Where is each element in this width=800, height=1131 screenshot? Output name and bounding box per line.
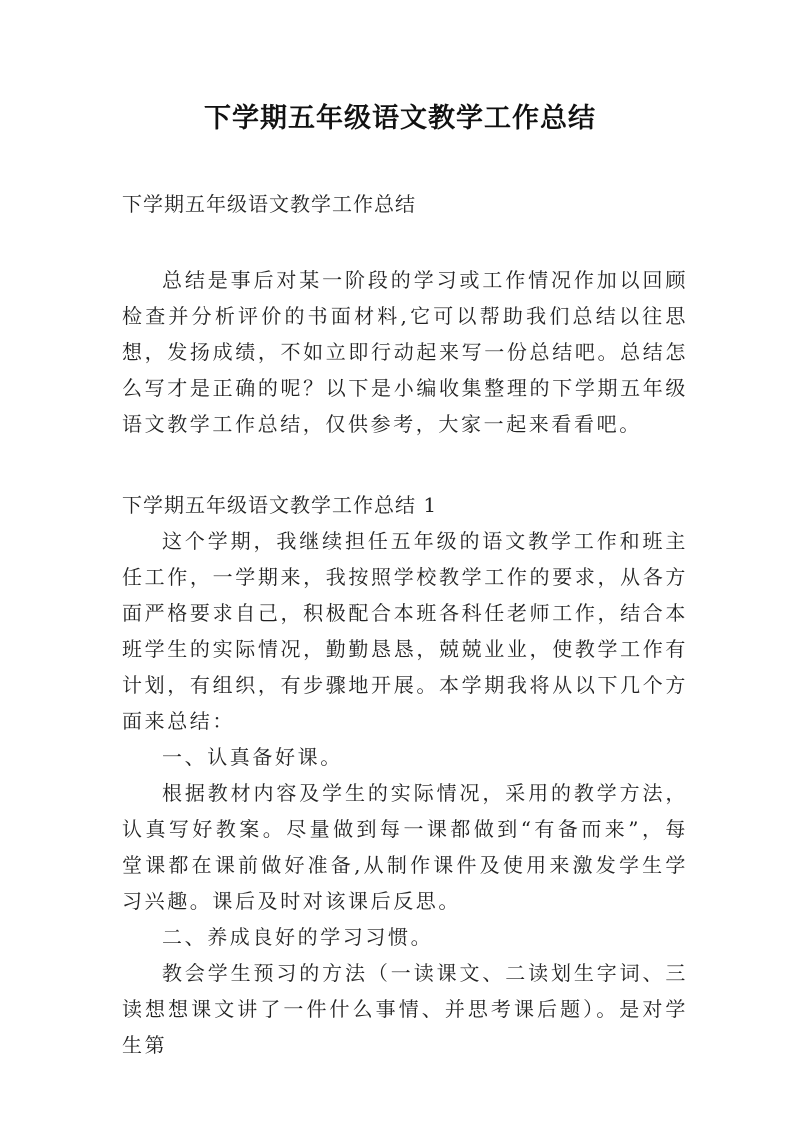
subheading: 一、认真备好课。 xyxy=(162,745,343,769)
paragraph: 根据教材内容及学生的实际情况，采用的教学方法，认真写好教案。尽量做到每一课都做到“有备而来”，每堂课都在课前做好准备,从制作课件及使用来激发学生学习兴趣。课后及时对该课后反思。 xyxy=(122,781,688,913)
document-subtitle: 下学期五年级语文教学工作总结 xyxy=(122,192,416,216)
subheading: 二、养成良好的学习习惯。 xyxy=(162,925,434,949)
document-title: 下学期五年级语文教学工作总结 xyxy=(204,103,596,134)
intro-paragraph: 总结是事后对某一阶段的学习或工作情况作加以回顾检查并分析评价的书面材料,它可以帮助我们总结以往思想，发扬成绩，不如立即行动起来写一份总结吧。总结怎么写才是正确的呢？以下是小编收集整理的下学期五年级语文教学工作总结，仅供参考，大家一起来看看吧。 xyxy=(122,268,688,436)
section-heading: 下学期五年级语文教学工作总结 1 xyxy=(122,493,438,517)
paragraph: 这个学期，我继续担任五年级的语文教学工作和班主任工作，一学期来，我按照学校教学工作的要求，从各方面严格要求自己，积极配合本班各科任老师工作，结合本班学生的实际情况，勤勤恳恳，兢兢业业，使教学工作有计划，有组织，有步骤地开展。本学期我将从以下几个方面来总结： xyxy=(122,529,688,733)
paragraph: 教会学生预习的方法（一读课文、二读划生字词、三读想想课文讲了一件什么事情、并思考课后题）。是对学生第 xyxy=(122,961,688,1057)
section-content xyxy=(122,523,688,1063)
